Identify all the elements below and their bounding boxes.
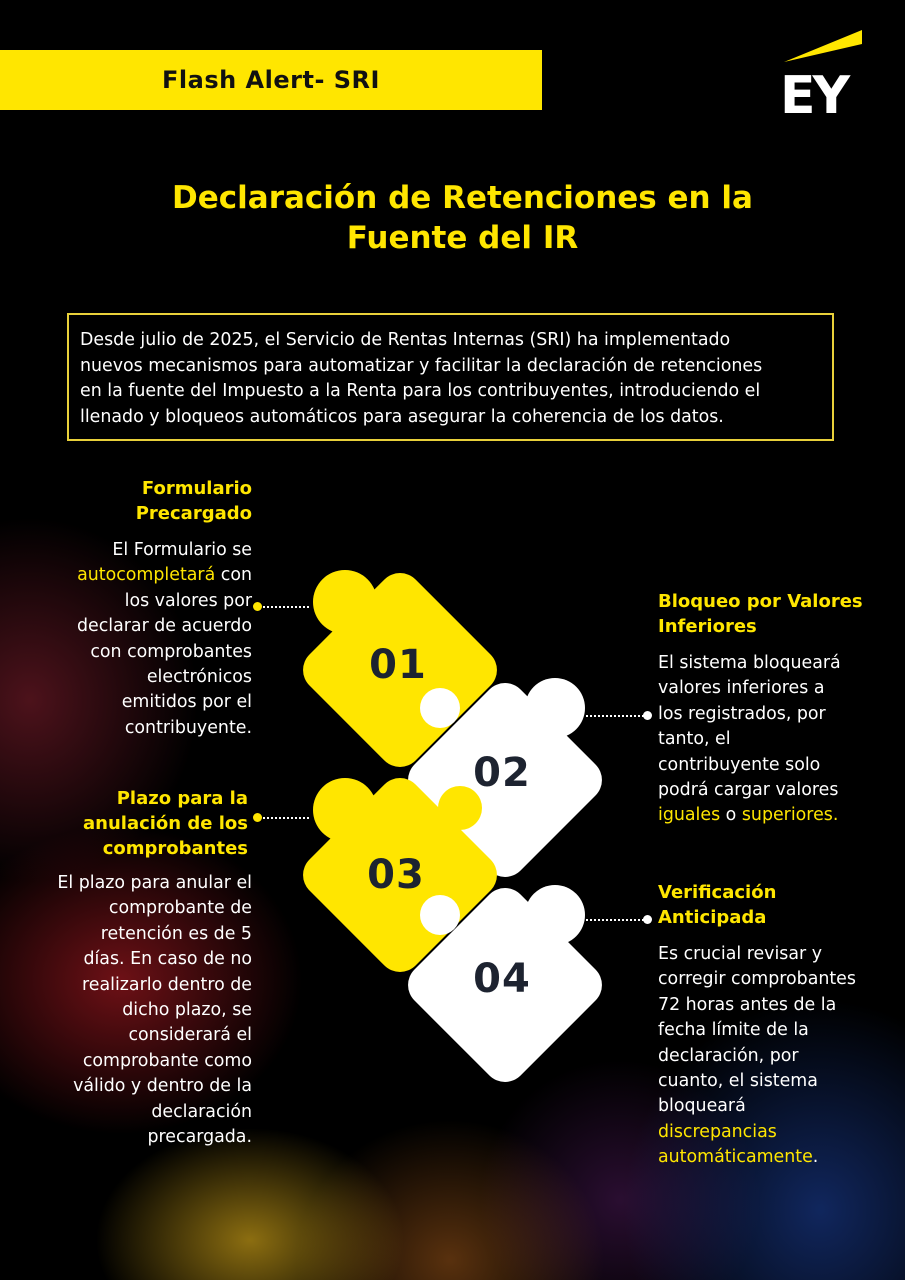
item-01-body — [20, 538, 252, 741]
item-02-body — [658, 651, 898, 829]
body-line: tanto, el — [658, 729, 731, 750]
body-line: considerará el — [128, 1025, 252, 1046]
body-line: El Formulario se — [112, 540, 252, 560]
connector-line-02 — [586, 715, 644, 717]
highlight-text: automáticamente — [658, 1147, 813, 1168]
item-03-title-line: anulación de los — [83, 813, 248, 834]
intro-box — [67, 313, 834, 441]
body-line: corregir comprobantes — [658, 969, 856, 990]
body-text: o — [720, 805, 742, 826]
body-line — [658, 803, 898, 828]
body-line: precargada. — [147, 1127, 252, 1148]
highlight-text: autocompletará — [77, 565, 216, 586]
body-line: declarar de acuerdo — [76, 616, 252, 637]
ey-beam-icon — [784, 28, 864, 64]
body-line: retención es de 5 — [100, 923, 252, 944]
body-line: cuanto, el sistema — [658, 1071, 818, 1092]
item-02-block — [658, 589, 898, 829]
body-line — [658, 1145, 898, 1170]
body-line: El plazo para anular el — [57, 873, 252, 893]
body-line: días. En caso de no — [83, 949, 252, 970]
connector-dot-02 — [643, 711, 652, 720]
item-03-title-line: comprobantes — [102, 838, 248, 859]
title-line-2: Fuente del IR — [346, 220, 579, 256]
body-line: comprobante de — [108, 898, 252, 919]
item-01-title-line: Formulario — [141, 478, 252, 499]
item-03-block — [20, 786, 248, 861]
item-02-title-line: Bloqueo por Valores — [658, 591, 863, 612]
intro-line: llenado y bloqueos automáticos para asegurar la coherencia de los datos. — [80, 406, 724, 427]
intro-line: en la fuente del Impuesto a la Renta para los contribuyentes, introduciendo el — [80, 381, 761, 401]
body-line: Es crucial revisar y — [658, 944, 822, 964]
connector-line-01 — [263, 606, 309, 608]
body-line: bloqueará — [658, 1096, 746, 1117]
flash-alert-banner — [0, 50, 542, 110]
connector-line-04 — [582, 919, 644, 921]
body-line: declaración, por — [658, 1045, 799, 1066]
puzzle-number-02: 02 — [473, 750, 531, 796]
flash-alert-label: Flash Alert- SRI — [162, 66, 380, 94]
body-line: valores inferiores a — [658, 678, 825, 699]
body-line: válido y dentro de la — [73, 1076, 252, 1097]
ey-logo-text: EY — [780, 66, 848, 126]
puzzle-diagram — [290, 560, 610, 1090]
title-line-1: Declaración de Retenciones en la — [172, 180, 753, 216]
body-line: electrónicos — [146, 667, 252, 688]
body-line: los valores por — [124, 590, 252, 611]
ey-logo — [778, 28, 860, 124]
body-text: . — [812, 1147, 819, 1168]
item-03-title-line: Plazo para la — [116, 788, 248, 809]
puzzle-number-01: 01 — [369, 642, 427, 688]
connector-dot-01 — [253, 602, 262, 611]
puzzle-number-03: 03 — [367, 852, 425, 898]
item-04-body — [658, 942, 898, 1171]
connector-dot-03 — [253, 813, 262, 822]
body-line: contribuyente. — [124, 717, 252, 738]
body-line: 72 horas antes de la — [658, 994, 837, 1015]
connector-line-03 — [263, 817, 309, 819]
body-line: comprobante como — [82, 1050, 252, 1071]
item-02-title-line: Inferiores — [658, 616, 757, 637]
body-line: El sistema bloqueará — [658, 653, 841, 673]
connector-dot-04 — [643, 915, 652, 924]
body-line: dicho plazo, se — [122, 1000, 252, 1021]
body-line: emitidos por el — [121, 692, 252, 713]
puzzle-tab — [420, 688, 460, 728]
item-03-body — [20, 871, 252, 1150]
puzzle-number-04: 04 — [473, 956, 531, 1002]
body-text: con — [215, 565, 252, 586]
puzzle-tab — [420, 895, 460, 935]
body-line: los registrados, por — [658, 703, 826, 724]
body-line — [20, 563, 252, 588]
item-04-title-line: Anticipada — [658, 907, 767, 928]
highlight-text: discrepancias — [658, 1121, 777, 1142]
body-line: declaración — [151, 1101, 252, 1122]
body-line: con comprobantes — [90, 641, 252, 662]
body-line: realizarlo dentro de — [82, 974, 252, 995]
item-01-block — [20, 476, 252, 741]
intro-line: nuevos mecanismos para automatizar y facilitar la declaración de retenciones — [80, 355, 763, 376]
body-line: contribuyente solo — [658, 754, 821, 775]
body-line: podrá cargar valores — [658, 780, 839, 801]
highlight-text: iguales — [658, 805, 721, 826]
item-01-title-line: Precargado — [135, 503, 252, 524]
item-04-block — [658, 880, 898, 1171]
highlight-text: superiores. — [741, 805, 839, 826]
intro-line: Desde julio de 2025, el Servicio de Rentas Internas (SRI) ha implementado — [80, 330, 731, 350]
item-04-title-line: Verificación — [658, 882, 777, 903]
page-title — [110, 178, 815, 258]
body-line: fecha límite de la — [658, 1020, 809, 1041]
